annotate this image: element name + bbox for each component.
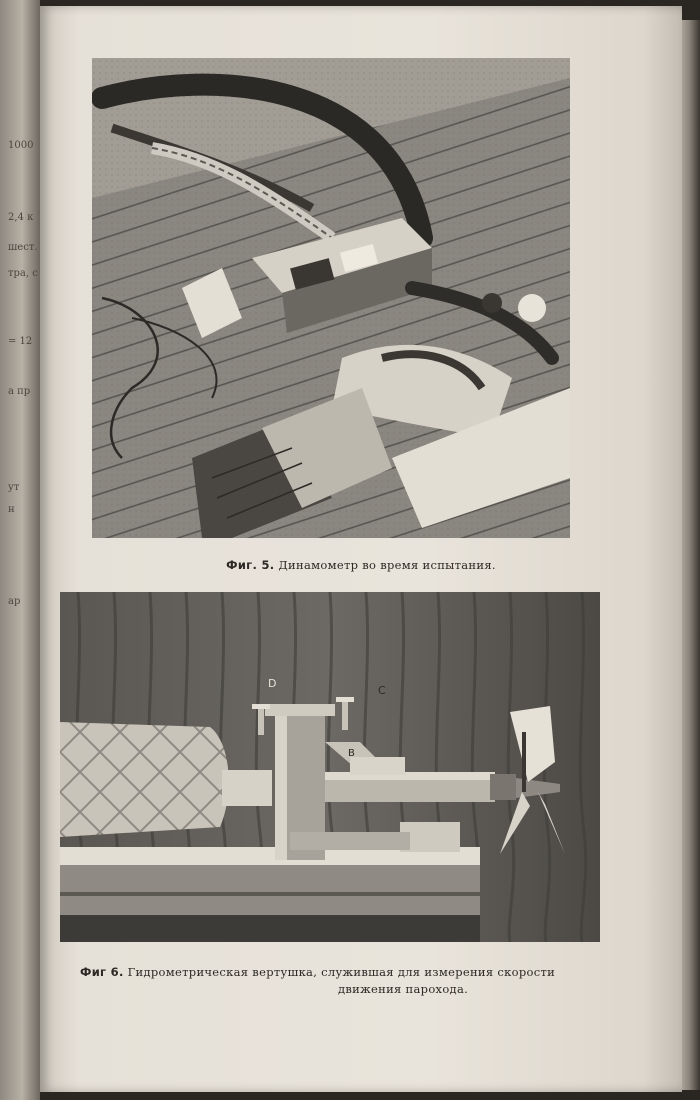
- current-meter-photo-illustration: [60, 592, 600, 942]
- adjacent-page-text: ут: [8, 482, 20, 493]
- adjacent-page-text: н: [8, 504, 15, 515]
- photo-letter-c: C: [378, 684, 386, 697]
- figure-6-caption-text: Гидрометрическая вертушка, служившая для измерения скорости: [127, 965, 556, 979]
- adjacent-page-text: шест.: [8, 242, 38, 253]
- figure-6-label: Фиг 6.: [80, 965, 124, 979]
- adjacent-page-text: ар: [8, 596, 21, 607]
- adjacent-page-text: 2,4 к: [8, 212, 34, 223]
- figure-6-caption-text-line2: движения парохода.: [338, 982, 469, 996]
- figure-6-photo: [60, 592, 600, 942]
- figure-6-caption: [80, 964, 640, 998]
- figure-5-label: Фиг. 5.: [226, 558, 275, 572]
- right-page-edge: [682, 20, 700, 1090]
- figure-5-caption-text: Динамометр во время испытания.: [278, 558, 496, 572]
- figure-5-photo: [92, 58, 570, 538]
- adjacent-page-text: а пр: [8, 386, 31, 397]
- photo-letter-d: D: [268, 677, 277, 690]
- figure-5-caption: [40, 558, 682, 572]
- adjacent-page-text: тра, с: [8, 268, 38, 279]
- book-page: [40, 6, 682, 1092]
- dynamometer-photo-illustration: [92, 58, 570, 538]
- adjacent-page-text: = 12: [8, 336, 33, 347]
- adjacent-page-text: 1000: [8, 140, 34, 151]
- adjacent-page-edge: [0, 0, 40, 1100]
- photo-letter-b: B: [348, 748, 355, 759]
